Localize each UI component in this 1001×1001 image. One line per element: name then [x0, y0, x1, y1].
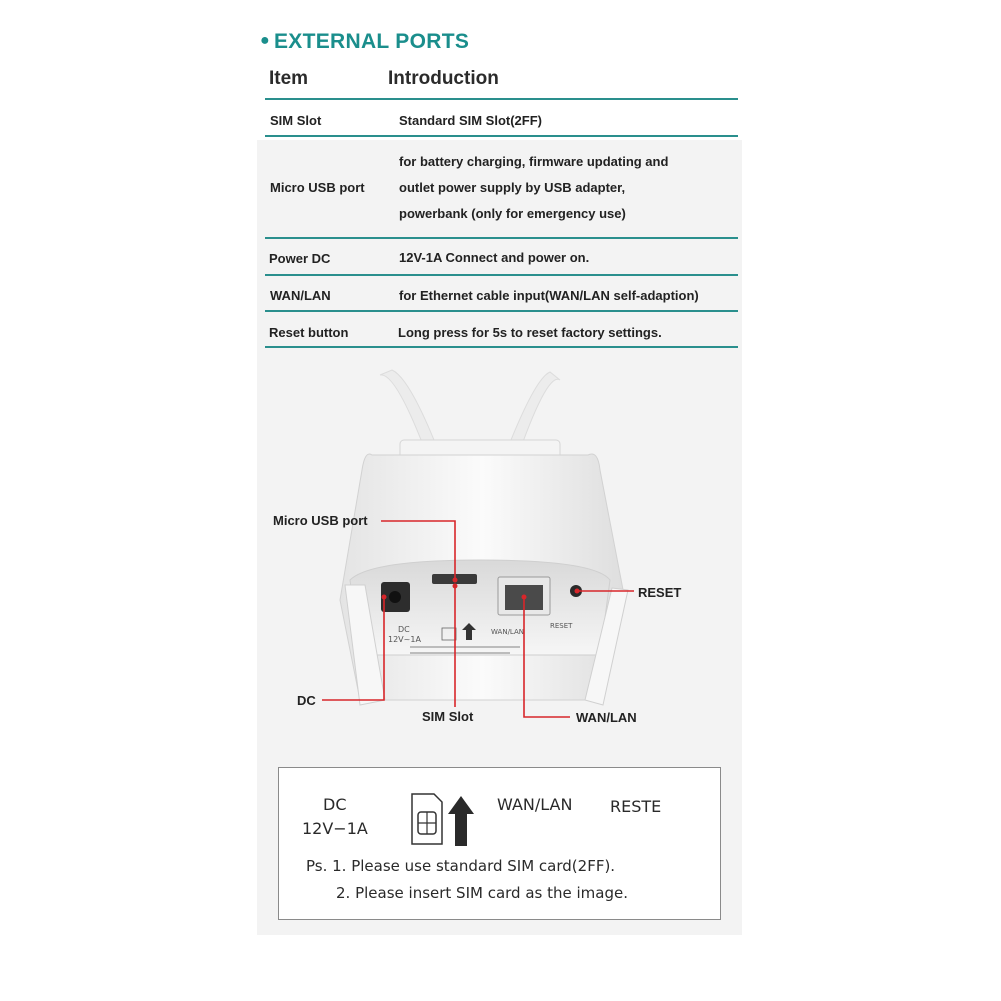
- sticker-voltage: 12V−1A: [302, 819, 368, 838]
- up-arrow-icon: [448, 796, 474, 846]
- row-intro: for battery charging, firmware updating and: [399, 154, 669, 169]
- table-divider: [265, 98, 738, 100]
- row-intro: powerbank (only for emergency use): [399, 206, 626, 221]
- row-item: Reset button: [269, 325, 349, 340]
- table-divider: [265, 135, 738, 137]
- sticker-note-2: 2. Please insert SIM card as the image.: [336, 884, 628, 902]
- bullet-icon: ●: [260, 32, 270, 49]
- table-divider: [265, 237, 738, 239]
- callout-dc: DC: [297, 693, 316, 708]
- callout-micro-usb-port: Micro USB port: [273, 513, 368, 528]
- column-header-item: Item: [269, 68, 309, 89]
- row-item: SIM Slot: [270, 113, 322, 128]
- callout-sim-slot: SIM Slot: [422, 709, 474, 724]
- device-label-dc: DC: [398, 625, 410, 634]
- callout-wan-lan: WAN/LAN: [576, 710, 637, 725]
- row-intro: outlet power supply by USB adapter,: [399, 180, 626, 195]
- port-label-sticker: [278, 767, 721, 920]
- table-divider: [265, 274, 738, 276]
- row-intro: Standard SIM Slot(2FF): [399, 113, 542, 128]
- table-divider: [265, 346, 738, 348]
- section-heading: [260, 30, 469, 58]
- device-label-voltage: 12V~1A: [388, 635, 421, 644]
- router-photo: [257, 355, 742, 755]
- row-intro: for Ethernet cable input(WAN/LAN self-adaption): [399, 288, 699, 303]
- row-item: Micro USB port: [270, 180, 365, 195]
- sticker-wan-lan: WAN/LAN: [497, 795, 573, 814]
- row-intro: 12V-1A Connect and power on.: [399, 250, 590, 265]
- sticker-dc: DC: [323, 795, 347, 814]
- device-label-wanlan: WAN/LAN: [491, 628, 525, 636]
- row-item: Power DC: [269, 251, 331, 266]
- device-label-reset: RESET: [550, 622, 573, 630]
- sticker-note-1: Ps. 1. Please use standard SIM card(2FF).: [306, 857, 616, 875]
- sticker-reset: RESTE: [610, 797, 662, 816]
- column-header-introduction: Introduction: [388, 68, 499, 89]
- section-heading-text: EXTERNAL PORTS: [273, 30, 470, 53]
- sim-insert-diagram: [410, 792, 480, 848]
- table-divider: [265, 310, 738, 312]
- row-item: WAN/LAN: [270, 288, 331, 303]
- sim-card-icon: [412, 794, 442, 844]
- row-intro: Long press for 5s to reset factory settings.: [398, 325, 662, 340]
- callout-reset: RESET: [638, 585, 682, 600]
